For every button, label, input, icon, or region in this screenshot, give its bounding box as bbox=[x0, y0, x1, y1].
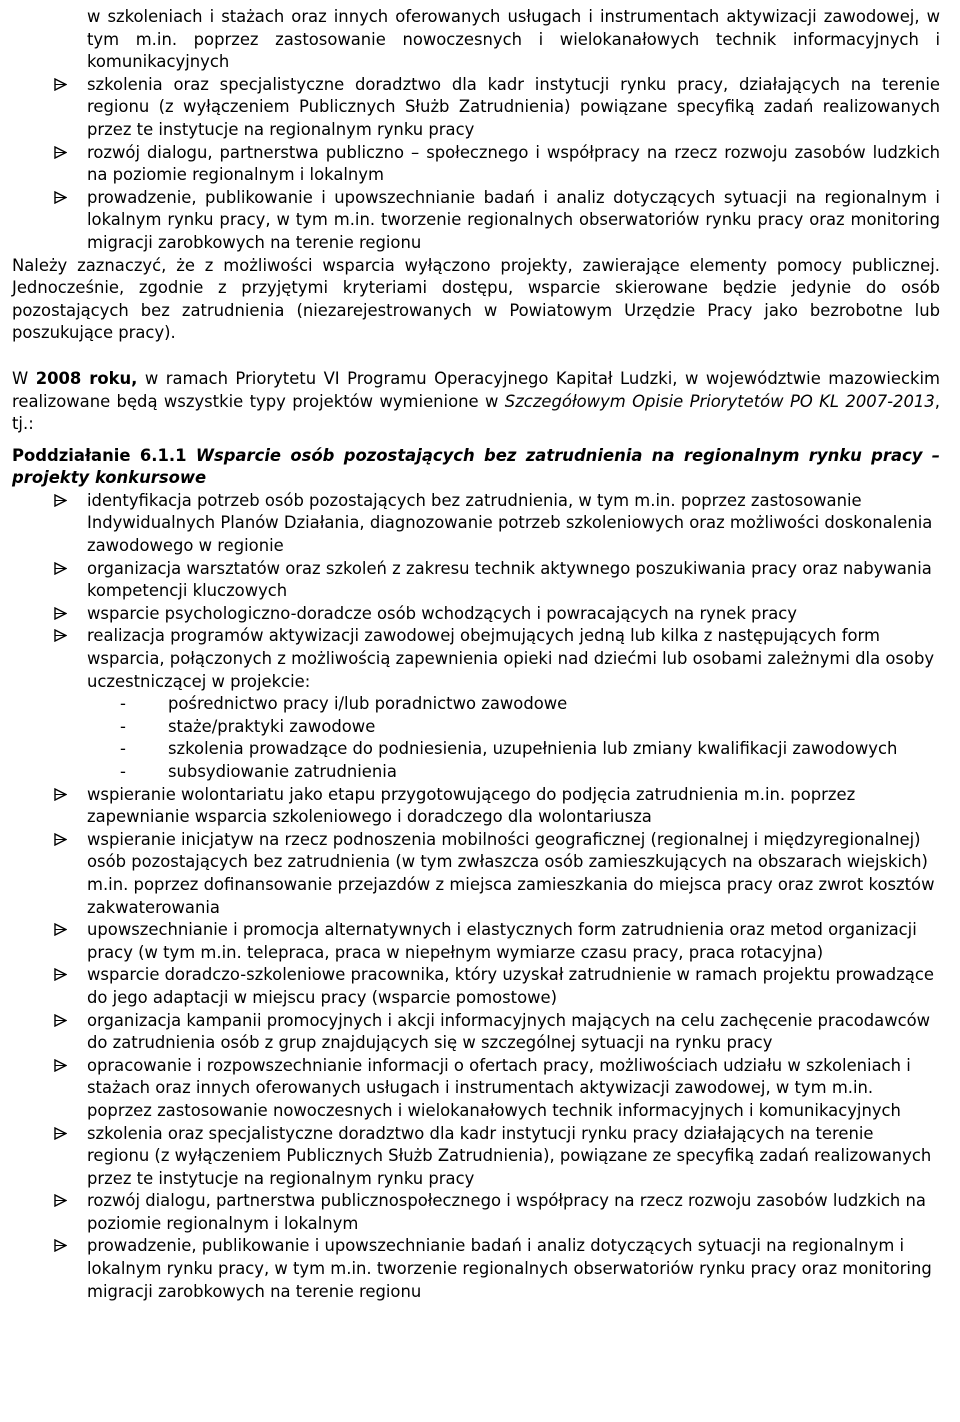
list-item-text: identyfikacja potrzeb osób pozostających bez zatrudnienia, w tym m.in. poprzez zastosowanie Indywidualnych Planów Działania, diagnozowanie potrzeb szkoleniowych oraz możliwości doskonalenia zawodowego w regionie bbox=[87, 490, 933, 556]
list-item bbox=[12, 1235, 940, 1303]
list-item-text: rozwój dialogu, partnerstwa publicznospołecznego i współpracy na rzecz rozwoju zasobów ludzkich na poziomie regionalnym i lokalnym bbox=[87, 1191, 926, 1233]
dash-item-text: staże/praktyki zawodowe bbox=[168, 716, 376, 736]
dash-item bbox=[12, 761, 940, 784]
section-label: Poddziałanie 6.1.1 bbox=[12, 445, 187, 465]
list-item-text: prowadzenie, publikowanie i upowszechnianie badań i analiz dotyczących sytuacji na regionalnym i lokalnym rynku pracy, w tym m.in. tworzenie regionalnych obserwatoriów rynku pracy oraz monitoring migracji zarobkowych na terenie regionu bbox=[87, 187, 940, 252]
list-item-text: upowszechnianie i promocja alternatywnych i elastycznych form zatrudnienia oraz metod organizacji pracy (w tym m.in. telepraca, praca w niepełnym wymiarze czasu pracy, praca rotacyjna) bbox=[87, 920, 917, 962]
arrow-bullet-icon bbox=[54, 833, 67, 846]
list-item bbox=[12, 74, 940, 142]
arrow-bullet-icon bbox=[54, 191, 67, 204]
arrow-bullet-icon bbox=[54, 1194, 67, 1207]
section-heading bbox=[12, 445, 940, 490]
dash-marker: - bbox=[120, 716, 126, 736]
list-item bbox=[12, 1010, 940, 1055]
list-item bbox=[12, 142, 940, 187]
list-item-text: opracowanie i rozpowszechnianie informacji o ofertach pracy, możliwościach udziału w szkoleniach i stażach oraz innych oferowanych usługach i instrumentach aktywizacji zawodowej, w tym m.in. poprzez zastosowanie nowoczesnych i wielokanałowych technik informacyjnych i komunikacyjnych bbox=[87, 1055, 911, 1120]
note-paragraph: Należy zaznaczyć, że z możliwości wsparcia wyłączono projekty, zawierające elementy pomocy publicznej. Jednocześnie, zgodnie z przyjętymi kryteriami dostępu, wsparcie skierowane będzie jedynie do osób pozostających bez zatrudnienia (niezarejestrowanych w Powiatowym Urzędzie Pracy jako bezrobotne lub poszukujące pracy). bbox=[12, 255, 940, 343]
list-item-text: szkolenia oraz specjalistyczne doradztwo dla kadr instytucji rynku pracy działających na terenie regionu (z wyłączeniem Publicznych Służb Zatrudnienia), powiązane ze specyfiką zadań realizowanych przez te instytucje na regionalnym rynku pracy bbox=[87, 1123, 932, 1188]
list-item-text: wspieranie wolontariatu jako etapu przygotowującego do podjęcia zatrudnienia m.in. poprzez zapewnianie wsparcia szkoleniowego i doradczego dla wolontariusza bbox=[87, 784, 856, 827]
list-item bbox=[12, 829, 940, 919]
list-item-text: szkolenia oraz specjalistyczne doradztwo dla kadr instytucji rynku pracy, działających na terenie regionu (z wyłączeniem Publicznych Służb Zatrudnienia) powiązane specyfiką zadań realizowanych przez te instytucje na regionalnym rynku pracy bbox=[87, 74, 940, 139]
intro-paragraph bbox=[12, 368, 940, 436]
arrow-bullet-icon bbox=[54, 968, 67, 981]
arrow-bullet-icon bbox=[54, 146, 67, 159]
dash-item bbox=[12, 716, 940, 739]
list-item-text: organizacja kampanii promocyjnych i akcji informacyjnych mających na celu zachęcenie pracodawców do zatrudnienia osób z grup znajdujących się w szczególnej sytuacji na rynku pracy bbox=[87, 1010, 931, 1053]
dash-marker: - bbox=[120, 694, 126, 714]
list-item-text: prowadzenie, publikowanie i upowszechnianie badań i analiz dotyczących sytuacji na regionalnym i lokalnym rynku pracy, w tym m.in. tworzenie regionalnych obserwatoriów rynku pracy oraz monitoring migracji zarobkowych na terenie regionu bbox=[87, 1236, 932, 1301]
list-item bbox=[12, 919, 940, 964]
list-item bbox=[12, 784, 940, 829]
section-title: Wsparcie osób pozostających bez zatrudnienia na regionalnym rynku pracy – projekty konkursowe bbox=[12, 445, 940, 488]
dash-item bbox=[12, 693, 940, 716]
list-item bbox=[12, 1190, 940, 1235]
arrow-bullet-icon bbox=[54, 562, 67, 575]
spacer bbox=[12, 436, 940, 445]
list-item bbox=[12, 625, 940, 693]
arrow-bullet-icon bbox=[54, 1127, 67, 1140]
list-item bbox=[12, 1055, 940, 1123]
arrow-bullet-icon bbox=[54, 629, 67, 642]
arrow-bullet-icon bbox=[54, 1014, 67, 1027]
spacer bbox=[12, 345, 940, 368]
dash-item bbox=[12, 738, 940, 761]
dash-item-text: subsydiowanie zatrudnienia bbox=[168, 762, 397, 781]
arrow-bullet-icon bbox=[54, 923, 67, 936]
continuation-paragraph: w szkoleniach i stażach oraz innych oferowanych usługach i instrumentach aktywizacji zawodowej, w tym m.in. poprzez zastosowanie nowoczesnych i wielokanałowych technik informacyjnych i komunikacyjnych bbox=[87, 7, 940, 72]
list-item-text: realizacja programów aktywizacji zawodowej obejmujących jedną lub kilka z następujących form wsparcia, połączonych z możliwością zapewnienia opieki nad dziećmi lub osobami zależnymi dla osoby uczestniczącej w projekcie: bbox=[87, 626, 935, 691]
list-item-text: wsparcie psychologiczno-doradcze osób wchodzących i powracających na rynek pracy bbox=[87, 603, 797, 623]
list-item-text: wspieranie inicjatyw na rzecz podnoszenia mobilności geograficznej (regionalnej i międzyregionalnej) osób pozostających bez zatrudnienia (w tym zwłaszcza osób zamieszkujących na obszarach wiejskich) m.in. poprzez dofinansowanie przejazdów z miejsca zamieszkania do miejsca pracy oraz zwrot kosztów zakwaterowania bbox=[87, 829, 935, 917]
list-item bbox=[12, 558, 940, 603]
arrow-bullet-icon bbox=[54, 788, 67, 801]
dash-item-text: pośrednictwo pracy i/lub poradnictwo zawodowe bbox=[168, 694, 568, 714]
intro-year: 2008 roku, bbox=[35, 368, 138, 388]
dash-marker: - bbox=[120, 739, 126, 759]
list-item bbox=[12, 603, 940, 626]
dash-marker: - bbox=[120, 762, 126, 781]
intro-text: , tj.: bbox=[12, 391, 940, 434]
list-item-text: organizacja warsztatów oraz szkoleń z zakresu technik aktywnego poszukiwania pracy oraz nabywania kompetencji kluczowych bbox=[87, 558, 932, 601]
arrow-bullet-icon bbox=[54, 1059, 67, 1072]
arrow-bullet-icon bbox=[54, 607, 67, 620]
intro-text: w ramach Priorytetu VI Programu Operacyjnego Kapitał Ludzki, w województwie mazowieckim realizowane będą wszystkie typy projektów wymienione w bbox=[12, 368, 940, 411]
list-item bbox=[12, 964, 940, 1009]
list-item bbox=[12, 187, 940, 255]
list-item bbox=[12, 490, 940, 558]
arrow-bullet-icon bbox=[54, 494, 67, 507]
list-item-text: rozwój dialogu, partnerstwa publiczno – społecznego i współpracy na rzecz rozwoju zasobów ludzkich na poziomie regionalnym i lokalnym bbox=[87, 142, 940, 185]
intro-document-title: Szczegółowym Opisie Priorytetów PO KL 2007-2013 bbox=[504, 391, 935, 411]
arrow-bullet-icon bbox=[54, 78, 67, 91]
list-item-text: wsparcie doradczo-szkoleniowe pracownika, który uzyskał zatrudnienie w ramach projektu prowadzące do jego adaptacji w miejscu pracy (wsparcie pomostowe) bbox=[87, 965, 934, 1007]
arrow-bullet-icon bbox=[54, 1239, 67, 1252]
dash-item-text: szkolenia prowadzące do podniesienia, uzupełnienia lub zmiany kwalifikacji zawodowych bbox=[168, 739, 898, 759]
intro-text: W bbox=[12, 368, 36, 388]
list-item bbox=[12, 1123, 940, 1191]
